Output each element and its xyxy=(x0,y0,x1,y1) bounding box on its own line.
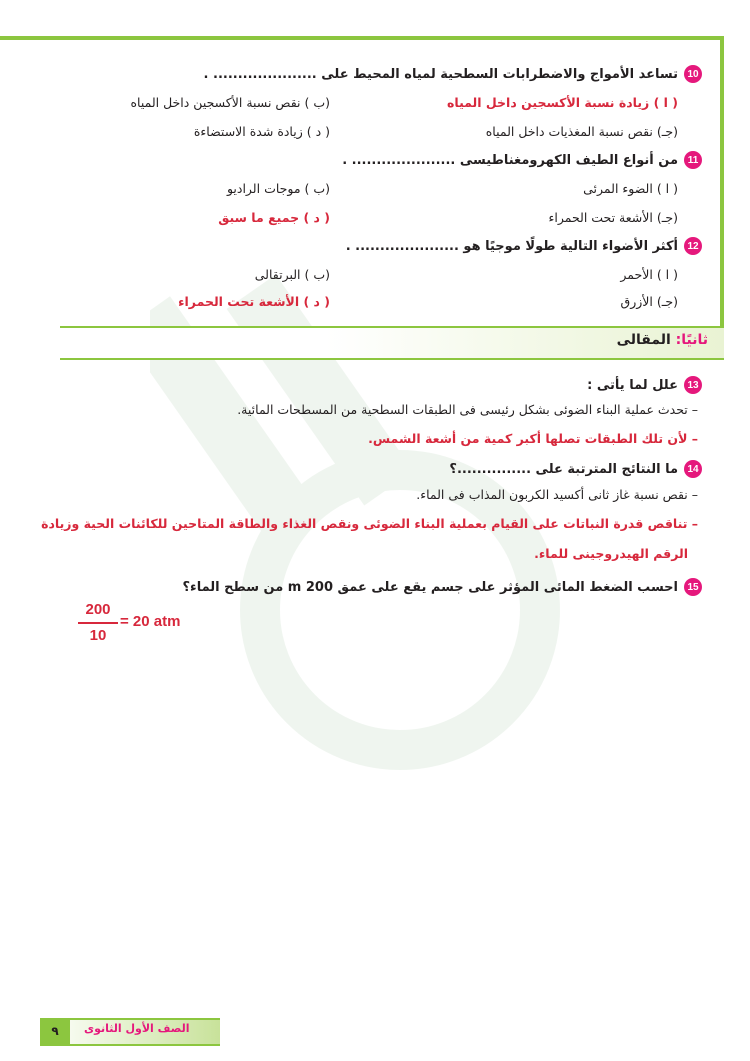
denominator: 10 xyxy=(89,627,107,644)
numerator: 200 xyxy=(85,601,111,618)
section-name: المقالى xyxy=(616,332,671,348)
option-d: ( د ) الأشعة تحت الحمراء xyxy=(178,294,330,309)
option-c: (جـ) الأزرق xyxy=(620,294,678,309)
footer-grade: الصف الأول الثانوى xyxy=(84,1022,190,1035)
option-a: ( ا ) الضوء المرئى xyxy=(583,181,678,196)
question-text: تساعد الأمواج والاضطرابات السطحية لمياه المحيط على ..................... . xyxy=(203,66,678,82)
page-number: ٩ xyxy=(40,1018,70,1044)
question-number: 13 xyxy=(684,376,702,394)
question-text: احسب الضغط المائى المؤثر على جسم يقع على عمق 200 m من سطح الماء؟ xyxy=(182,579,678,595)
question-number: 10 xyxy=(684,65,702,83)
question-12 xyxy=(346,237,702,255)
answer-line-1: – تناقص قدرة النباتات على القيام بعملية البناء الضوئى ونقص الغذاء والطاقة المتاحين للكائنات الحية وزيادة xyxy=(41,516,698,531)
fraction-bar xyxy=(78,622,118,624)
question-11 xyxy=(342,151,702,169)
answer: – لأن تلك الطبقات تصلها أكبر كمية من أشعة الشمس. xyxy=(368,431,698,446)
result: = 20 atm xyxy=(120,613,181,630)
option-a: ( ا ) الأحمر xyxy=(620,267,678,282)
question-14 xyxy=(449,460,702,478)
option-c: (جـ) نقص نسبة المغذيات داخل المياه xyxy=(485,124,678,139)
option-b: (ب ) موجات الراديو xyxy=(226,181,330,196)
top-border xyxy=(0,36,724,40)
section-prefix: ثانيًا: xyxy=(675,332,708,348)
question-text: أكثر الأضواء التالية طولًا موجيًا هو ..................... . xyxy=(345,238,678,254)
option-a: ( ا ) زيادة نسبة الأكسجين داخل المياه xyxy=(447,95,678,110)
question-text: علل لما يأتى : xyxy=(587,377,678,393)
answer-line-2: الرقم الهيدروجينى للماء. xyxy=(534,546,688,561)
question-number: 14 xyxy=(684,460,702,478)
question-15 xyxy=(183,578,702,596)
calculation xyxy=(70,600,190,650)
question-number: 11 xyxy=(684,151,702,169)
question-number: 15 xyxy=(684,578,702,596)
statement: – تحدث عملية البناء الضوئى بشكل رئيسى فى الطبقات السطحية من المسطحات المائية. xyxy=(237,402,698,417)
option-b: (ب ) البرتقالى xyxy=(254,267,330,282)
question-text: ما النتائج المترتبة على ...............؟ xyxy=(449,461,678,477)
right-border xyxy=(720,36,724,336)
option-d: ( د ) جميع ما سبق xyxy=(218,210,330,225)
statement: – نقص نسبة غاز ثانى أكسيد الكربون المذاب فى الماء. xyxy=(416,487,698,502)
option-d: ( د ) زيادة شدة الاستضاءة xyxy=(193,124,330,139)
question-text: من أنواع الطيف الكهرومغناطيسى ..................... . xyxy=(342,152,678,168)
question-number: 12 xyxy=(684,237,702,255)
option-b: (ب ) نقص نسبة الأكسجين داخل المياه xyxy=(130,95,330,110)
question-13 xyxy=(587,376,702,394)
question-10 xyxy=(204,65,702,83)
section-title xyxy=(617,332,708,348)
fraction xyxy=(78,600,118,646)
option-c: (جـ) الأشعة تحت الحمراء xyxy=(548,210,678,225)
